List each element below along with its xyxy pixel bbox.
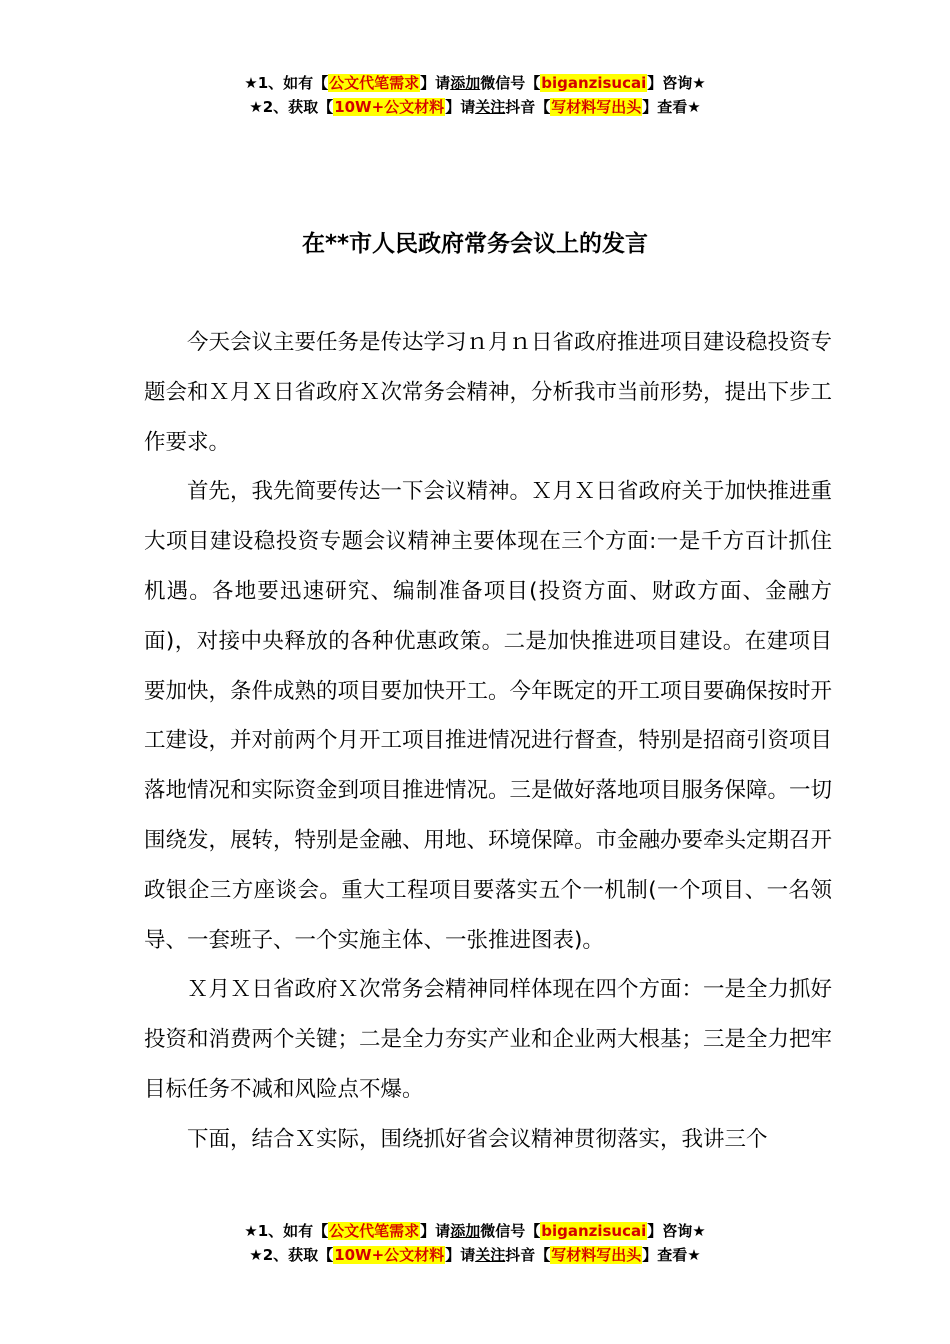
star-icon: ★ (244, 1222, 258, 1240)
banner-line-2 (0, 1243, 950, 1267)
banner-text: 1、如有【 (257, 74, 329, 92)
banner-text: 】查看★ (642, 98, 701, 116)
highlight-douyin-account: 写材料写出头 (551, 1246, 642, 1264)
underlined-word: 添加 (450, 74, 481, 92)
highlight-service: 公文代笔需求 (329, 1222, 420, 1240)
paragraph-4: 下面，结合Ｘ实际，围绕抓好省会议精神贯彻落实，我讲三个 (187, 1126, 768, 1152)
paragraph-3: Ｘ月Ｘ日省政府Ｘ次常务会精神同样体现在四个方面：一是全力抓好投资和消费两个关键；二是全力夯实产业和企业两大根基；三是全力把牢目标任务不减和风险点不爆。 (144, 977, 833, 1102)
banner-text: 】咨询★ (647, 1222, 706, 1240)
banner-text: 微信号【 (480, 1222, 541, 1240)
banner-text: 】咨询★ (647, 74, 706, 92)
highlight-service: 公文代笔需求 (329, 74, 420, 92)
underlined-word: 添加 (450, 1222, 481, 1240)
highlight-materials: 10W+公文材料 (334, 1246, 445, 1264)
banner-line-1 (0, 71, 950, 95)
star-icon: ★ (244, 74, 258, 92)
highlight-materials: 10W+公文材料 (334, 98, 445, 116)
highlight-wechat-id: biganzisucai (541, 74, 647, 92)
paragraph-2: 首先，我先简要传达一下会议精神。Ｘ月Ｘ日省政府关于加快推进重大项目建设稳投资专题会议精神主要体现在三个方面:一是千方百计抓住机遇。各地要迅速研究、编制准备项目(投资方面、财政方面、金融方面)，对接中央释放的各种优惠政策。二是加快推进项目建设。在建项目要加快，条件成熟的项目要加快开工。今年既定的开工项目要确保按时开工建设，并对前两个月开工项目推进情况进行督查，特别是招商引资项目落地情况和实际资金到项目推进情况。三是做好落地项目服务保障。一切围绕发，展转，特别是金融、用地、环境保障。市金融办要牵头定期召开政银企三方座谈会。重大工程项目要落实五个一机制(一个项目、一名领导、一套班子、一个实施主体、一张推进图表)。 (144, 479, 833, 953)
banner-text: 微信号【 (480, 74, 541, 92)
banner-text: 抖音【 (505, 98, 551, 116)
underlined-word: 关注 (475, 98, 506, 116)
banner-line-2 (0, 95, 950, 119)
bottom-banner (0, 1219, 950, 1267)
top-banner (0, 71, 950, 119)
banner-text: 2、获取【 (262, 98, 334, 116)
banner-text: 抖音【 (505, 1246, 551, 1264)
paragraph-1: 今天会议主要任务是传达学习ｎ月ｎ日省政府推进项目建设稳投资专题会和Ｘ月Ｘ日省政府Ｘ次常务会精神，分析我市当前形势，提出下步工作要求。 (144, 330, 833, 455)
star-icon: ★ (249, 1246, 263, 1264)
banner-text: 2、获取【 (262, 1246, 334, 1264)
banner-text: 】请 (445, 98, 476, 116)
banner-text: 】请 (420, 1222, 451, 1240)
banner-text: 1、如有【 (257, 1222, 329, 1240)
banner-text: 】请 (420, 74, 451, 92)
underlined-word: 关注 (475, 1246, 506, 1264)
banner-text: 】查看★ (642, 1246, 701, 1264)
document-title: 在**市人民政府常务会议上的发言 (301, 231, 649, 257)
banner-text: 】请 (445, 1246, 476, 1264)
star-icon: ★ (249, 98, 263, 116)
highlight-douyin-account: 写材料写出头 (551, 98, 642, 116)
document-body (144, 318, 832, 1165)
banner-line-1 (0, 1219, 950, 1243)
highlight-wechat-id: biganzisucai (541, 1222, 647, 1240)
